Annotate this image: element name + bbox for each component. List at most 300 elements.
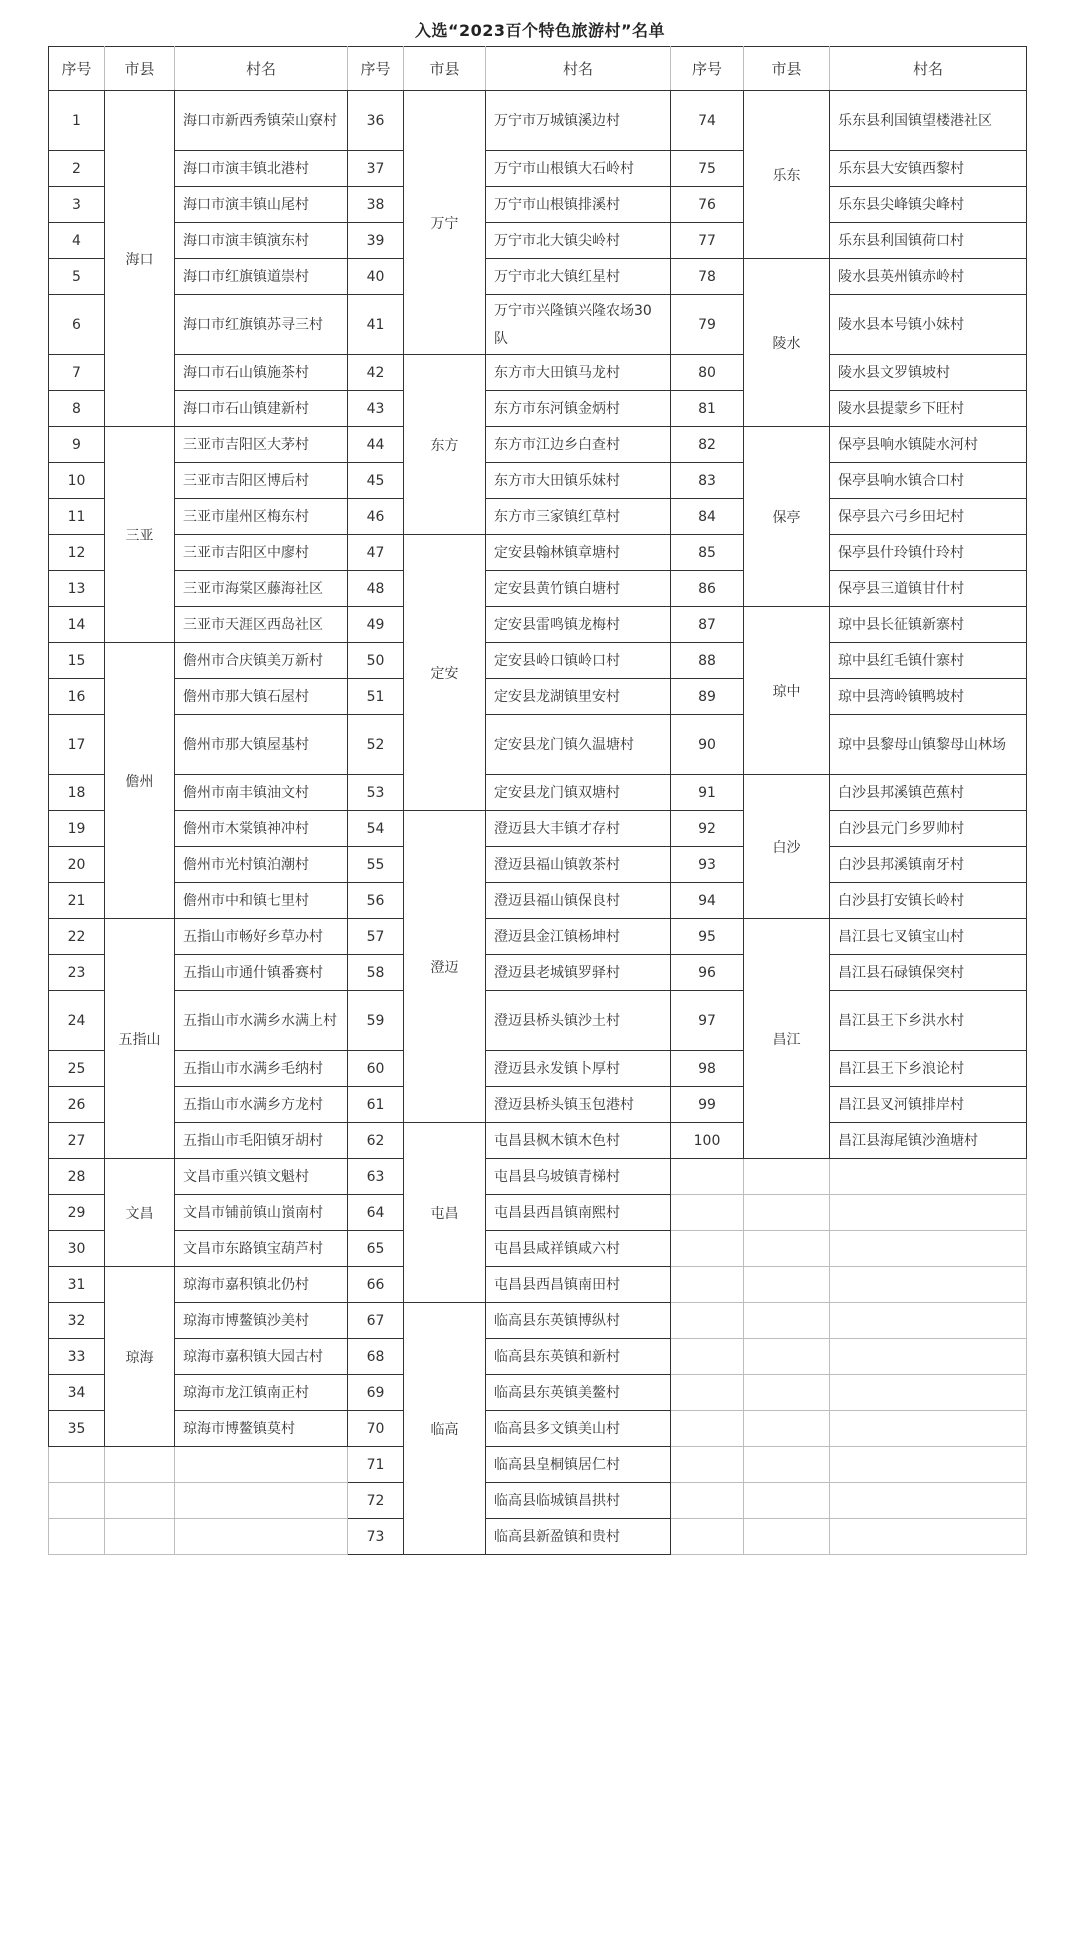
county-cell: 三亚 <box>105 427 175 643</box>
village-name-cell: 保亭县响水镇陡水河村 <box>830 427 1027 463</box>
table-row <box>49 1375 1027 1411</box>
village-name-cell <box>830 1519 1027 1555</box>
seq-cell: 40 <box>348 259 404 295</box>
seq-cell: 2 <box>49 151 105 187</box>
village-name-cell: 临高县临城镇昌拱村 <box>486 1483 671 1519</box>
seq-cell: 34 <box>49 1375 105 1411</box>
village-name-cell: 陵水县文罗镇坡村 <box>830 355 1027 391</box>
table-row <box>49 1195 1027 1231</box>
seq-cell: 89 <box>671 679 744 715</box>
seq-cell: 22 <box>49 919 105 955</box>
village-name-cell: 琼海市嘉积镇大园古村 <box>175 1339 348 1375</box>
village-name-cell: 五指山市水满乡水满上村 <box>175 991 348 1051</box>
village-name-cell: 澄迈县桥头镇玉包港村 <box>486 1087 671 1123</box>
county-cell: 定安 <box>404 535 486 811</box>
seq-cell: 48 <box>348 571 404 607</box>
village-name-cell: 陵水县本号镇小妹村 <box>830 295 1027 355</box>
seq-cell <box>671 1267 744 1303</box>
village-name-cell: 万宁市兴隆镇兴隆农场30队 <box>486 295 671 355</box>
table-row <box>49 463 1027 499</box>
seq-cell: 32 <box>49 1303 105 1339</box>
table-row <box>49 883 1027 919</box>
village-name-cell: 定安县黄竹镇白塘村 <box>486 571 671 607</box>
seq-cell: 13 <box>49 571 105 607</box>
table-row <box>49 1123 1027 1159</box>
seq-cell: 56 <box>348 883 404 919</box>
seq-cell: 91 <box>671 775 744 811</box>
village-name-cell: 保亭县什玲镇什玲村 <box>830 535 1027 571</box>
village-name-cell: 临高县多文镇美山村 <box>486 1411 671 1447</box>
village-name-cell: 琼海市嘉积镇北仍村 <box>175 1267 348 1303</box>
seq-cell: 88 <box>671 643 744 679</box>
table-row <box>49 775 1027 811</box>
table-row <box>49 643 1027 679</box>
seq-cell: 50 <box>348 643 404 679</box>
seq-cell: 45 <box>348 463 404 499</box>
village-name-cell: 屯昌县枫木镇木色村 <box>486 1123 671 1159</box>
seq-cell: 83 <box>671 463 744 499</box>
table-row <box>49 811 1027 847</box>
village-name-cell: 昌江县海尾镇沙渔塘村 <box>830 1123 1027 1159</box>
header-seq-3: 序号 <box>671 47 744 91</box>
village-name-cell: 琼海市龙江镇南正村 <box>175 1375 348 1411</box>
seq-cell: 3 <box>49 187 105 223</box>
table-title: 入选“2023百个特色旅游村”名单 <box>414 21 666 40</box>
village-name-cell: 乐东县利国镇荷口村 <box>830 223 1027 259</box>
seq-cell: 100 <box>671 1123 744 1159</box>
table-row <box>49 1519 1027 1555</box>
table-row <box>49 847 1027 883</box>
village-name-cell: 儋州市那大镇屋基村 <box>175 715 348 775</box>
seq-cell <box>671 1159 744 1195</box>
village-name-cell: 海口市演丰镇演东村 <box>175 223 348 259</box>
village-name-cell <box>830 1339 1027 1375</box>
seq-cell <box>49 1519 105 1555</box>
seq-cell: 5 <box>49 259 105 295</box>
village-name-cell: 乐东县大安镇西黎村 <box>830 151 1027 187</box>
table-row <box>49 355 1027 391</box>
village-name-cell <box>830 1375 1027 1411</box>
seq-cell: 30 <box>49 1231 105 1267</box>
village-name-cell <box>830 1411 1027 1447</box>
county-cell <box>744 1447 830 1483</box>
village-name-cell: 儋州市那大镇石屋村 <box>175 679 348 715</box>
village-name-cell: 白沙县元门乡罗帅村 <box>830 811 1027 847</box>
village-list-table <box>48 46 1027 1555</box>
table-body <box>49 91 1027 1555</box>
county-cell <box>744 1339 830 1375</box>
village-name-cell <box>830 1303 1027 1339</box>
table-row <box>49 955 1027 991</box>
seq-cell: 63 <box>348 1159 404 1195</box>
table-row <box>49 1159 1027 1195</box>
seq-cell: 15 <box>49 643 105 679</box>
county-cell: 临高 <box>404 1303 486 1555</box>
table-row <box>49 715 1027 775</box>
village-name-cell: 陵水县提蒙乡下旺村 <box>830 391 1027 427</box>
county-cell <box>105 1447 175 1483</box>
table-row <box>49 1087 1027 1123</box>
county-cell: 白沙 <box>744 775 830 919</box>
seq-cell: 69 <box>348 1375 404 1411</box>
seq-cell: 74 <box>671 91 744 151</box>
village-name-cell: 定安县龙湖镇里安村 <box>486 679 671 715</box>
seq-cell: 53 <box>348 775 404 811</box>
seq-cell: 79 <box>671 295 744 355</box>
seq-cell: 49 <box>348 607 404 643</box>
seq-cell: 18 <box>49 775 105 811</box>
village-name-cell: 屯昌县咸祥镇咸六村 <box>486 1231 671 1267</box>
village-name-cell: 定安县翰林镇章塘村 <box>486 535 671 571</box>
village-name-cell: 三亚市吉阳区大茅村 <box>175 427 348 463</box>
village-name-cell: 屯昌县西昌镇南熙村 <box>486 1195 671 1231</box>
seq-cell: 42 <box>348 355 404 391</box>
seq-cell: 35 <box>49 1411 105 1447</box>
seq-cell: 55 <box>348 847 404 883</box>
village-name-cell: 定安县岭口镇岭口村 <box>486 643 671 679</box>
county-cell: 万宁 <box>404 91 486 355</box>
table-row <box>49 1447 1027 1483</box>
village-name-cell: 临高县新盈镇和贵村 <box>486 1519 671 1555</box>
village-name-cell: 澄迈县老城镇罗驿村 <box>486 955 671 991</box>
seq-cell: 24 <box>49 991 105 1051</box>
seq-cell: 59 <box>348 991 404 1051</box>
seq-cell <box>671 1339 744 1375</box>
seq-cell <box>671 1303 744 1339</box>
table-row <box>49 1339 1027 1375</box>
village-name-cell: 万宁市北大镇红星村 <box>486 259 671 295</box>
seq-cell: 44 <box>348 427 404 463</box>
seq-cell: 25 <box>49 1051 105 1087</box>
seq-cell: 10 <box>49 463 105 499</box>
seq-cell: 20 <box>49 847 105 883</box>
village-name-cell: 儋州市中和镇七里村 <box>175 883 348 919</box>
village-name-cell: 临高县东英镇美鳌村 <box>486 1375 671 1411</box>
table-row <box>49 571 1027 607</box>
seq-cell: 78 <box>671 259 744 295</box>
table-row <box>49 295 1027 355</box>
seq-cell: 77 <box>671 223 744 259</box>
seq-cell: 61 <box>348 1087 404 1123</box>
village-name-cell: 澄迈县金江镇杨坤村 <box>486 919 671 955</box>
village-name-cell: 乐东县利国镇望楼港社区 <box>830 91 1027 151</box>
seq-cell: 76 <box>671 187 744 223</box>
county-cell: 文昌 <box>105 1159 175 1267</box>
village-name-cell: 万宁市山根镇大石岭村 <box>486 151 671 187</box>
village-name-cell: 临高县皇桐镇居仁村 <box>486 1447 671 1483</box>
seq-cell: 97 <box>671 991 744 1051</box>
table-row <box>49 991 1027 1051</box>
village-name-cell: 海口市红旗镇道崇村 <box>175 259 348 295</box>
village-name-cell: 昌江县王下乡洪水村 <box>830 991 1027 1051</box>
table-row <box>49 259 1027 295</box>
village-name-cell: 儋州市南丰镇油文村 <box>175 775 348 811</box>
village-name-cell: 万宁市北大镇尖岭村 <box>486 223 671 259</box>
seq-cell: 58 <box>348 955 404 991</box>
village-name-cell: 海口市演丰镇北港村 <box>175 151 348 187</box>
village-name-cell: 文昌市东路镇宝葫芦村 <box>175 1231 348 1267</box>
village-name-cell: 保亭县响水镇合口村 <box>830 463 1027 499</box>
village-name-cell: 澄迈县福山镇敦茶村 <box>486 847 671 883</box>
village-name-cell <box>830 1267 1027 1303</box>
county-cell <box>105 1519 175 1555</box>
table-row <box>49 1411 1027 1447</box>
seq-cell: 43 <box>348 391 404 427</box>
header-seq-1: 序号 <box>49 47 105 91</box>
seq-cell: 29 <box>49 1195 105 1231</box>
seq-cell: 99 <box>671 1087 744 1123</box>
village-name-cell <box>830 1483 1027 1519</box>
county-cell: 海口 <box>105 91 175 427</box>
seq-cell <box>671 1447 744 1483</box>
county-cell: 琼中 <box>744 607 830 775</box>
county-cell: 琼海 <box>105 1267 175 1447</box>
village-name-cell: 文昌市铺前镇山嵿南村 <box>175 1195 348 1231</box>
village-name-cell: 琼海市博鳌镇莫村 <box>175 1411 348 1447</box>
table-row <box>49 91 1027 151</box>
village-name-cell: 东方市江边乡白查村 <box>486 427 671 463</box>
village-name-cell: 东方市大田镇乐妹村 <box>486 463 671 499</box>
seq-cell: 92 <box>671 811 744 847</box>
village-name-cell: 琼中县长征镇新寨村 <box>830 607 1027 643</box>
seq-cell <box>671 1375 744 1411</box>
village-name-cell: 五指山市毛阳镇牙胡村 <box>175 1123 348 1159</box>
seq-cell: 21 <box>49 883 105 919</box>
seq-cell: 87 <box>671 607 744 643</box>
village-name-cell: 昌江县叉河镇排岸村 <box>830 1087 1027 1123</box>
header-village-2: 村名 <box>486 47 671 91</box>
header-county-3: 市县 <box>744 47 830 91</box>
village-name-cell: 白沙县打安镇长岭村 <box>830 883 1027 919</box>
seq-cell: 17 <box>49 715 105 775</box>
village-name-cell: 白沙县邦溪镇南牙村 <box>830 847 1027 883</box>
village-name-cell: 琼中县红毛镇什寨村 <box>830 643 1027 679</box>
village-name-cell: 定安县龙门镇双塘村 <box>486 775 671 811</box>
table-row <box>49 1267 1027 1303</box>
seq-cell: 28 <box>49 1159 105 1195</box>
village-name-cell: 澄迈县桥头镇沙土村 <box>486 991 671 1051</box>
seq-cell: 90 <box>671 715 744 775</box>
table-row <box>49 1051 1027 1087</box>
village-name-cell <box>830 1231 1027 1267</box>
seq-cell: 60 <box>348 1051 404 1087</box>
seq-cell: 57 <box>348 919 404 955</box>
seq-cell: 73 <box>348 1519 404 1555</box>
county-cell: 儋州 <box>105 643 175 919</box>
village-name-cell: 万宁市山根镇排溪村 <box>486 187 671 223</box>
seq-cell: 81 <box>671 391 744 427</box>
village-name-cell: 昌江县王下乡浪论村 <box>830 1051 1027 1087</box>
header-county-2: 市县 <box>404 47 486 91</box>
village-name-cell: 屯昌县乌坡镇青梯村 <box>486 1159 671 1195</box>
header-county-1: 市县 <box>105 47 175 91</box>
village-name-cell: 五指山市畅好乡草办村 <box>175 919 348 955</box>
table-row <box>49 223 1027 259</box>
village-name-cell: 保亭县三道镇甘什村 <box>830 571 1027 607</box>
village-name-cell: 万宁市万城镇溪边村 <box>486 91 671 151</box>
seq-cell <box>671 1519 744 1555</box>
village-name-cell: 五指山市水满乡方龙村 <box>175 1087 348 1123</box>
seq-cell: 11 <box>49 499 105 535</box>
table-row <box>49 1483 1027 1519</box>
village-name-cell: 琼中县湾岭镇鸭坡村 <box>830 679 1027 715</box>
seq-cell: 31 <box>49 1267 105 1303</box>
village-name-cell: 海口市演丰镇山尾村 <box>175 187 348 223</box>
village-name-cell: 临高县东英镇博纵村 <box>486 1303 671 1339</box>
seq-cell: 86 <box>671 571 744 607</box>
village-name-cell <box>175 1483 348 1519</box>
county-cell: 陵水 <box>744 259 830 427</box>
village-name-cell <box>830 1195 1027 1231</box>
village-name-cell: 三亚市吉阳区中廖村 <box>175 535 348 571</box>
county-cell <box>744 1231 830 1267</box>
village-name-cell: 定安县龙门镇久温塘村 <box>486 715 671 775</box>
seq-cell: 62 <box>348 1123 404 1159</box>
county-cell: 五指山 <box>105 919 175 1159</box>
seq-cell <box>671 1411 744 1447</box>
header-seq-2: 序号 <box>348 47 404 91</box>
seq-cell: 67 <box>348 1303 404 1339</box>
county-cell: 澄迈 <box>404 811 486 1123</box>
seq-cell: 80 <box>671 355 744 391</box>
village-name-cell: 东方市东河镇金炳村 <box>486 391 671 427</box>
seq-cell: 4 <box>49 223 105 259</box>
county-cell <box>744 1267 830 1303</box>
seq-cell: 38 <box>348 187 404 223</box>
village-name-cell: 三亚市天涯区西岛社区 <box>175 607 348 643</box>
header-village-1: 村名 <box>175 47 348 91</box>
seq-cell: 72 <box>348 1483 404 1519</box>
village-name-cell: 定安县雷鸣镇龙梅村 <box>486 607 671 643</box>
village-name-cell: 澄迈县福山镇保良村 <box>486 883 671 919</box>
village-name-cell: 三亚市崖州区梅东村 <box>175 499 348 535</box>
seq-cell: 65 <box>348 1231 404 1267</box>
seq-cell: 27 <box>49 1123 105 1159</box>
seq-cell: 37 <box>348 151 404 187</box>
village-name-cell: 文昌市重兴镇文魁村 <box>175 1159 348 1195</box>
village-name-cell <box>175 1519 348 1555</box>
header-village-3: 村名 <box>830 47 1027 91</box>
village-name-cell: 澄迈县大丰镇才存村 <box>486 811 671 847</box>
county-cell <box>744 1195 830 1231</box>
village-name-cell: 海口市石山镇建新村 <box>175 391 348 427</box>
village-name-cell: 海口市红旗镇苏寻三村 <box>175 295 348 355</box>
table-row <box>49 919 1027 955</box>
seq-cell: 85 <box>671 535 744 571</box>
seq-cell: 84 <box>671 499 744 535</box>
table-row <box>49 151 1027 187</box>
seq-cell: 36 <box>348 91 404 151</box>
seq-cell: 9 <box>49 427 105 463</box>
seq-cell: 93 <box>671 847 744 883</box>
village-name-cell: 陵水县英州镇赤岭村 <box>830 259 1027 295</box>
village-name-cell: 海口市石山镇施茶村 <box>175 355 348 391</box>
seq-cell: 51 <box>348 679 404 715</box>
seq-cell <box>671 1231 744 1267</box>
seq-cell: 6 <box>49 295 105 355</box>
village-name-cell: 儋州市木棠镇神冲村 <box>175 811 348 847</box>
county-cell: 乐东 <box>744 91 830 259</box>
seq-cell: 96 <box>671 955 744 991</box>
village-name-cell: 东方市大田镇马龙村 <box>486 355 671 391</box>
seq-cell: 68 <box>348 1339 404 1375</box>
seq-cell <box>49 1483 105 1519</box>
seq-cell: 46 <box>348 499 404 535</box>
seq-cell <box>671 1195 744 1231</box>
seq-cell: 82 <box>671 427 744 463</box>
seq-cell: 19 <box>49 811 105 847</box>
village-name-cell: 琼中县黎母山镇黎母山林场 <box>830 715 1027 775</box>
seq-cell <box>49 1447 105 1483</box>
village-name-cell: 三亚市吉阳区博后村 <box>175 463 348 499</box>
seq-cell: 70 <box>348 1411 404 1447</box>
village-name-cell: 海口市新西秀镇荣山寮村 <box>175 91 348 151</box>
table-row <box>49 607 1027 643</box>
village-name-cell <box>175 1447 348 1483</box>
seq-cell: 12 <box>49 535 105 571</box>
table-row <box>49 1303 1027 1339</box>
seq-cell: 64 <box>348 1195 404 1231</box>
village-name-cell <box>830 1159 1027 1195</box>
seq-cell: 47 <box>348 535 404 571</box>
county-cell <box>744 1519 830 1555</box>
seq-cell: 41 <box>348 295 404 355</box>
village-name-cell: 五指山市通什镇番赛村 <box>175 955 348 991</box>
village-name-cell <box>830 1447 1027 1483</box>
seq-cell: 39 <box>348 223 404 259</box>
county-cell <box>744 1159 830 1195</box>
table-row <box>49 391 1027 427</box>
seq-cell: 8 <box>49 391 105 427</box>
seq-cell: 33 <box>49 1339 105 1375</box>
seq-cell: 95 <box>671 919 744 955</box>
table-row <box>49 679 1027 715</box>
table-row <box>49 535 1027 571</box>
village-name-cell: 五指山市水满乡毛纳村 <box>175 1051 348 1087</box>
village-name-cell: 临高县东英镇和新村 <box>486 1339 671 1375</box>
village-name-cell: 澄迈县永发镇卜厚村 <box>486 1051 671 1087</box>
table-row <box>49 427 1027 463</box>
seq-cell: 52 <box>348 715 404 775</box>
village-name-cell: 保亭县六弓乡田圮村 <box>830 499 1027 535</box>
seq-cell: 14 <box>49 607 105 643</box>
village-name-cell: 儋州市光村镇泊潮村 <box>175 847 348 883</box>
seq-cell: 1 <box>49 91 105 151</box>
county-cell <box>744 1375 830 1411</box>
county-cell: 昌江 <box>744 919 830 1159</box>
village-name-cell: 屯昌县西昌镇南田村 <box>486 1267 671 1303</box>
seq-cell: 7 <box>49 355 105 391</box>
seq-cell <box>671 1483 744 1519</box>
header-row <box>49 47 1027 91</box>
village-name-cell: 白沙县邦溪镇芭蕉村 <box>830 775 1027 811</box>
village-name-cell: 儋州市合庆镇美万新村 <box>175 643 348 679</box>
table-row <box>49 1231 1027 1267</box>
seq-cell: 71 <box>348 1447 404 1483</box>
seq-cell: 26 <box>49 1087 105 1123</box>
county-cell: 保亭 <box>744 427 830 607</box>
seq-cell: 98 <box>671 1051 744 1087</box>
seq-cell: 94 <box>671 883 744 919</box>
table-row <box>49 499 1027 535</box>
seq-cell: 16 <box>49 679 105 715</box>
village-name-cell: 昌江县七叉镇宝山村 <box>830 919 1027 955</box>
county-cell <box>744 1411 830 1447</box>
county-cell <box>744 1483 830 1519</box>
table-row <box>49 187 1027 223</box>
county-cell <box>105 1483 175 1519</box>
village-name-cell: 乐东县尖峰镇尖峰村 <box>830 187 1027 223</box>
